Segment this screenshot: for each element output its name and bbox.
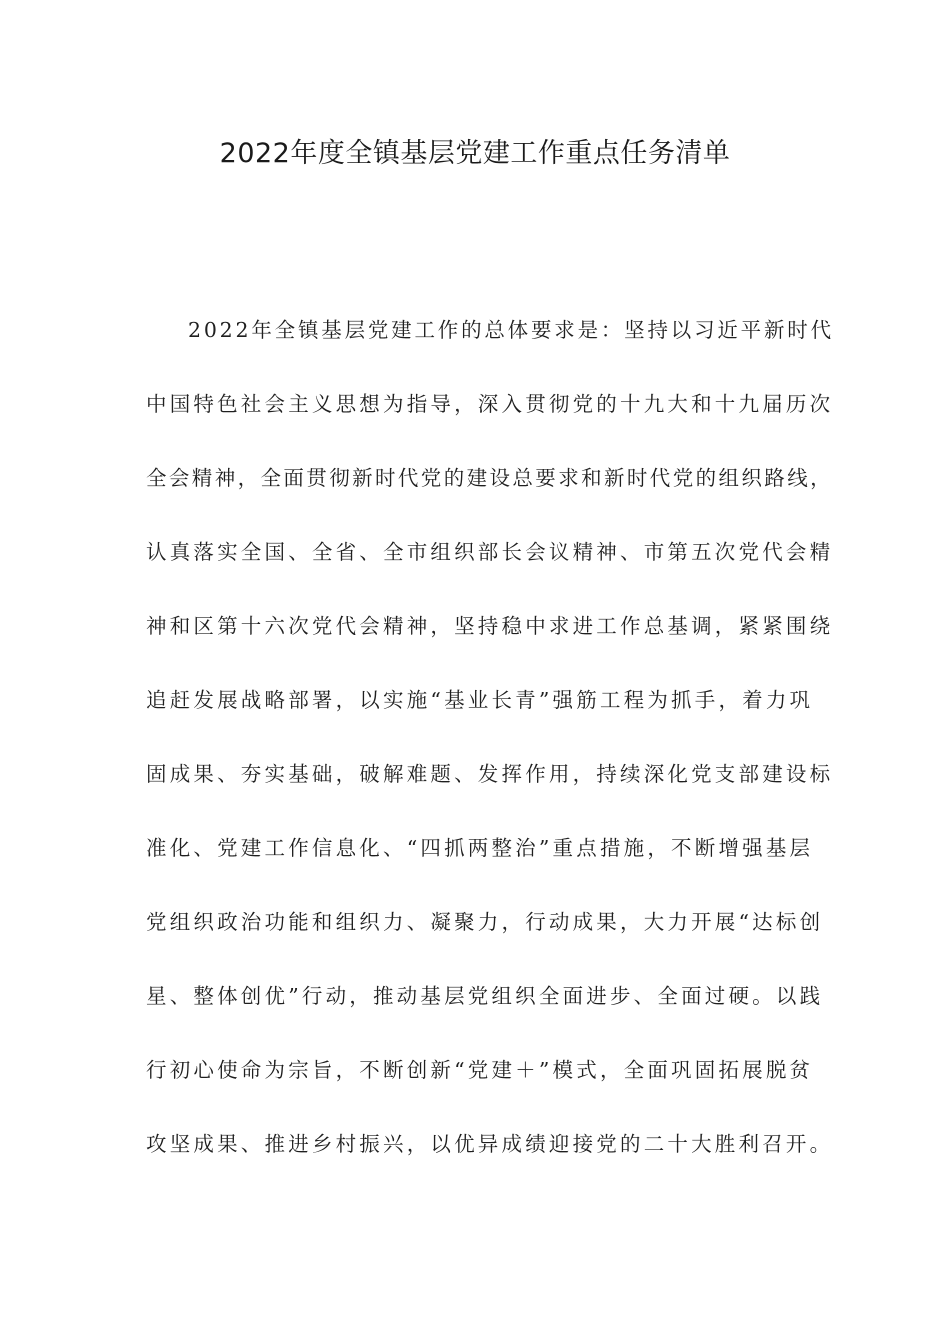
paragraph-line: 准化、党建工作信息化、“四抓两整治”重点措施，不断增强基层 (146, 836, 814, 860)
paragraph-line: 认真落实全国、全省、全市组织部长会议精神、市第五次党代会精 (146, 540, 834, 564)
paragraph-line: 2022年全镇基层党建工作的总体要求是：坚持以习近平新时代 (188, 318, 834, 342)
paragraph-line: 全会精神，全面贯彻新时代党的建设总要求和新时代党的组织路线， (146, 466, 833, 490)
paragraph-line: 星、整体创优”行动，推动基层党组织全面进步、全面过硬。以践 (146, 984, 824, 1008)
paragraph-line: 行初心使命为宗旨，不断创新“党建＋”模式，全面巩固拓展脱贫 (146, 1058, 814, 1082)
paragraph-line: 固成果、夯实基础，破解难题、发挥作用，持续深化党支部建设标 (146, 762, 834, 786)
paragraph-line: 攻坚成果、推进乡村振兴，以优异成绩迎接党的二十大胜利召开。 (146, 1132, 834, 1156)
paragraph-line: 追赶发展战略部署，以实施“基业长青”强筋工程为抓手，着力巩 (146, 688, 814, 712)
paragraph-line: 神和区第十六次党代会精神，坚持稳中求进工作总基调，紧紧围绕 (146, 614, 834, 638)
document-title: 2022年度全镇基层党建工作重点任务清单 (219, 138, 731, 169)
paragraph-line: 中国特色社会主义思想为指导，深入贯彻党的十九大和十九届历次 (146, 392, 834, 416)
paragraph-line: 党组织政治功能和组织力、凝聚力，行动成果，大力开展“达标创 (146, 910, 824, 934)
